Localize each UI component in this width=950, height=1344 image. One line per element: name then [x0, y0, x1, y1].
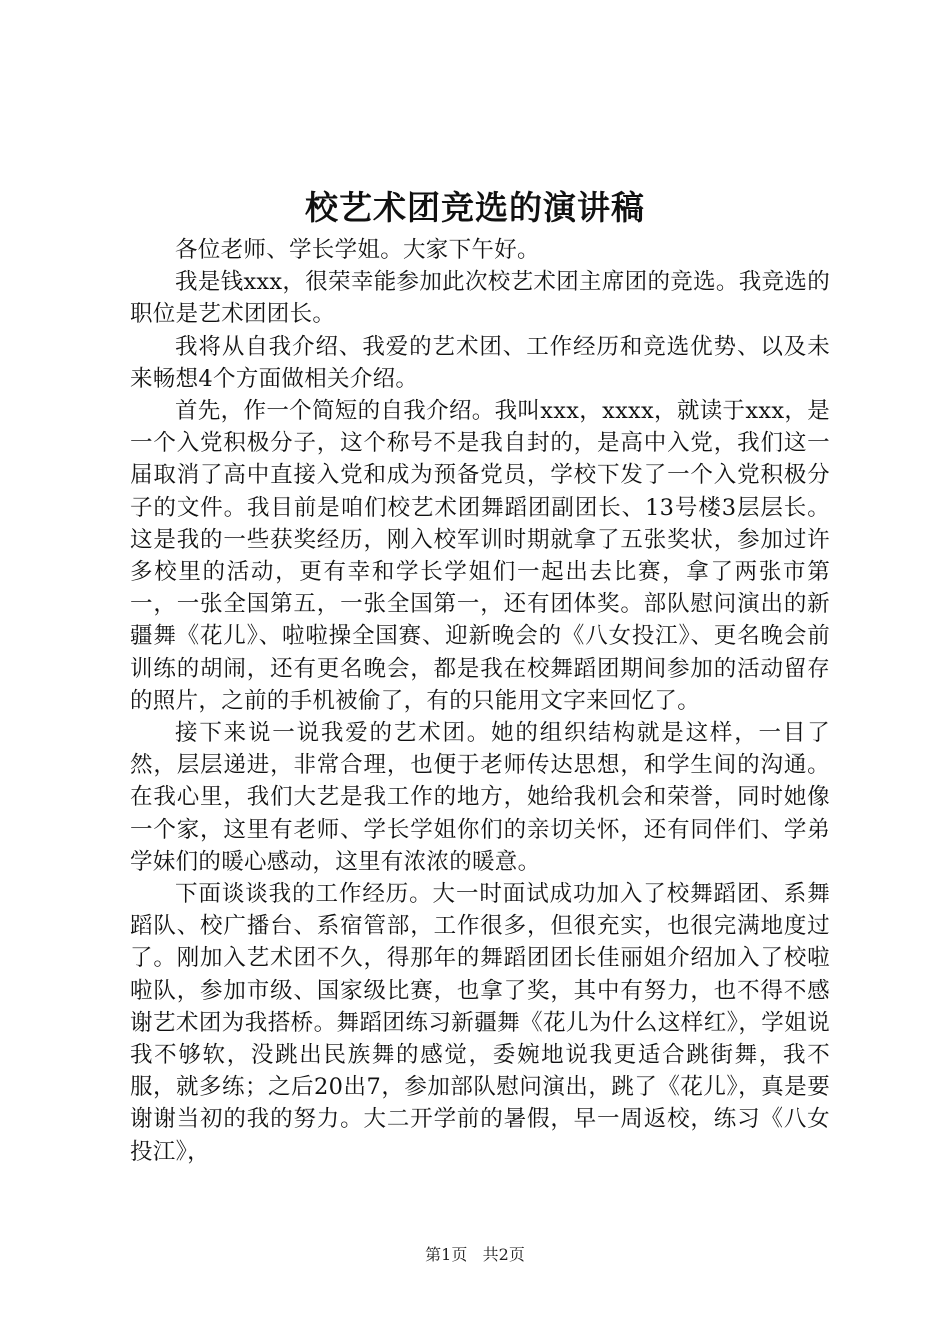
document-title: 校艺术团竞选的演讲稿 — [305, 188, 645, 227]
document-body — [130, 234, 830, 1168]
page-separator — [472, 1245, 477, 1264]
paragraph-intro: 我是钱xxx，很荣幸能参加此次校艺术团主席团的竞选。我竞选的职位是艺术团团长。 — [130, 269, 830, 328]
page-footer — [0, 1244, 950, 1266]
paragraph-greeting: 各位老师、学长学姐。大家下午好。 — [175, 237, 540, 263]
page-total: 共2页 — [482, 1245, 525, 1264]
page-number: 第1页 — [425, 1245, 468, 1264]
paragraph-self-introduction: 首先，作一个简短的自我介绍。我叫xxx，xxxx，就读于xxx，是一个入党积极分子，这个称号不是我自封的，是高中入党，我们这一届取消了高中直接入党和成为预备党员，学校下发了一个入党积极分子的文件。我目前是咱们校艺术团舞蹈团副团长、13号楼3层层长。这是我的一些获奖经历，刚入校军训时期就拿了五张奖状，参加过许多校里的活动，更有幸和学长学姐们一起出去比赛，拿了两张市第一，一张全国第五，一张全国第一，还有团体奖。部队慰问演出的新疆舞《花儿》、啦啦操全国赛、迎新晚会的《八女投江》、更名晚会前训练的胡闹，还有更名晚会，都是我在校舞蹈团期间参加的活动留存的照片，之前的手机被偷了，有的只能用文字来回忆了。 — [130, 398, 830, 714]
paragraph-outline: 我将从自我介绍、我爱的艺术团、工作经历和竞选优势、以及未来畅想4个方面做相关介绍。 — [130, 333, 830, 392]
paragraph-work-experience: 下面谈谈我的工作经历。大一时面试成功加入了校舞蹈团、系舞蹈队、校广播台、系宿管部，工作很多，但很充实，也很完满地度过了。刚加入艺术团不久，得那年的舞蹈团团长佳丽姐介绍加入了校啦啦队，参加市级、国家级比赛，也拿了奖，其中有努力，也不得不感谢艺术团为我搭桥。舞蹈团练习新疆舞《花儿为什么这样红》，学姐说我不够软，没跳出民族舞的感觉，委婉地说我更适合跳街舞，我不服，就多练；之后20出7，参加部队慰问演出，跳了《花儿》，真是要谢谢当初的我的努力。大二开学前的暑假，早一周返校，练习《八女投江》， — [130, 881, 830, 1165]
paragraph-art-troupe: 接下来说一说我爱的艺术团。她的组织结构就是这样，一目了然，层层递进，非常合理，也便于老师传达思想，和学生间的沟通。在我心里，我们大艺是我工作的地方，她给我机会和荣誉，同时她像一个家，这里有老师、学长学姐你们的亲切关怀，还有同伴们、学弟学妹们的暖心感动，这里有浓浓的暖意。 — [130, 720, 830, 875]
